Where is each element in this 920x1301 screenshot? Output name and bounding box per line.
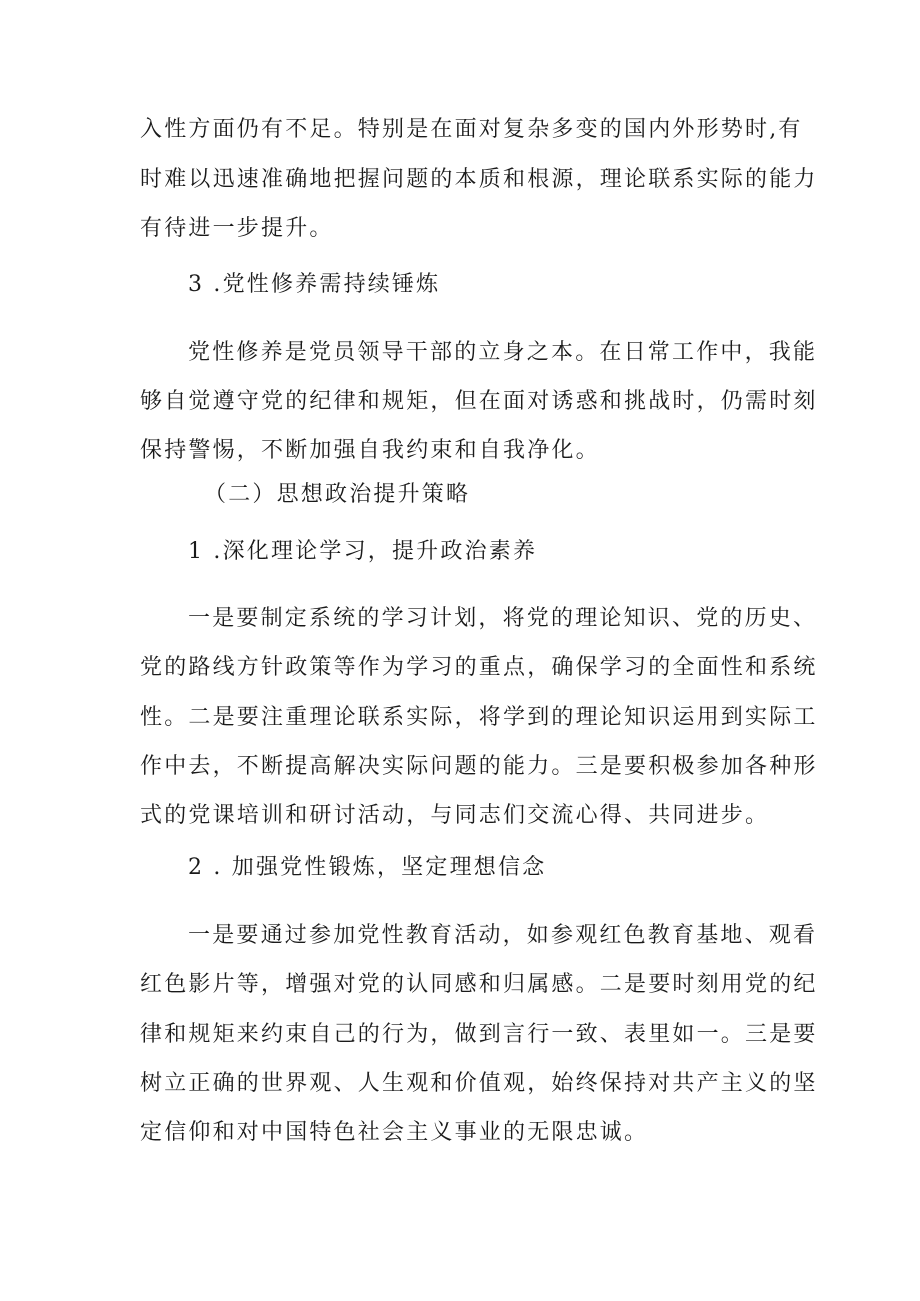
- paragraph-line: 党的路线方针政策等作为学习的重点，确保学习的全面性和系统: [140, 655, 818, 680]
- paragraph-line: 定信仰和对中国特色社会主义事业的无限忠诚。: [140, 1120, 649, 1145]
- paragraph-line: 性。二是要注重理论联系实际，将学到的理论知识运用到实际工: [140, 705, 818, 730]
- subheading-2: 2 . 加强党性锻炼，坚定理想信念: [188, 855, 547, 880]
- paragraph-line: 入性方面仍有不足。特别是在面对复杂多变的国内外形势时,有: [140, 117, 803, 142]
- paragraph-line: 一是要制定系统的学习计划，将党的理论知识、党的历史、: [188, 606, 818, 631]
- paragraph-line: 红色影片等，增强对党的认同感和归属感。二是要时刻用党的纪: [140, 972, 818, 997]
- subheading-3: 3 .党性修养需持续锤炼: [188, 272, 441, 297]
- paragraph-line: 够自觉遵守党的纪律和规矩，但在面对诱惑和挑战时，仍需时刻: [140, 389, 818, 414]
- paragraph-line: 律和规矩来约束自己的行为，做到言行一致、表里如一。三是要: [140, 1022, 818, 1047]
- subheading-1: 1 .深化理论学习，提升政治素养: [188, 539, 538, 564]
- paragraph-line: 式的党课培训和研讨活动，与同志们交流心得、共同进步。: [140, 803, 770, 828]
- section-heading: （二）思想政治提升策略: [204, 482, 471, 507]
- paragraph-line: 一是要通过参加党性教育活动，如参观红色教育基地、观看: [188, 923, 818, 948]
- paragraph-line: 党性修养是党员领导干部的立身之本。在日常工作中，我能: [188, 340, 818, 365]
- paragraph-line: 保持警惕，不断加强自我约束和自我净化。: [140, 438, 600, 463]
- paragraph-line: 时难以迅速准确地把握问题的本质和根源，理论联系实际的能力: [140, 167, 818, 192]
- paragraph-line: 作中去，不断提高解决实际问题的能力。三是要积极参加各种形: [140, 754, 818, 779]
- paragraph-line: 有待进一步提升。: [140, 216, 334, 241]
- paragraph-line: 树立正确的世界观、人生观和价值观，始终保持对共产主义的坚: [140, 1071, 818, 1096]
